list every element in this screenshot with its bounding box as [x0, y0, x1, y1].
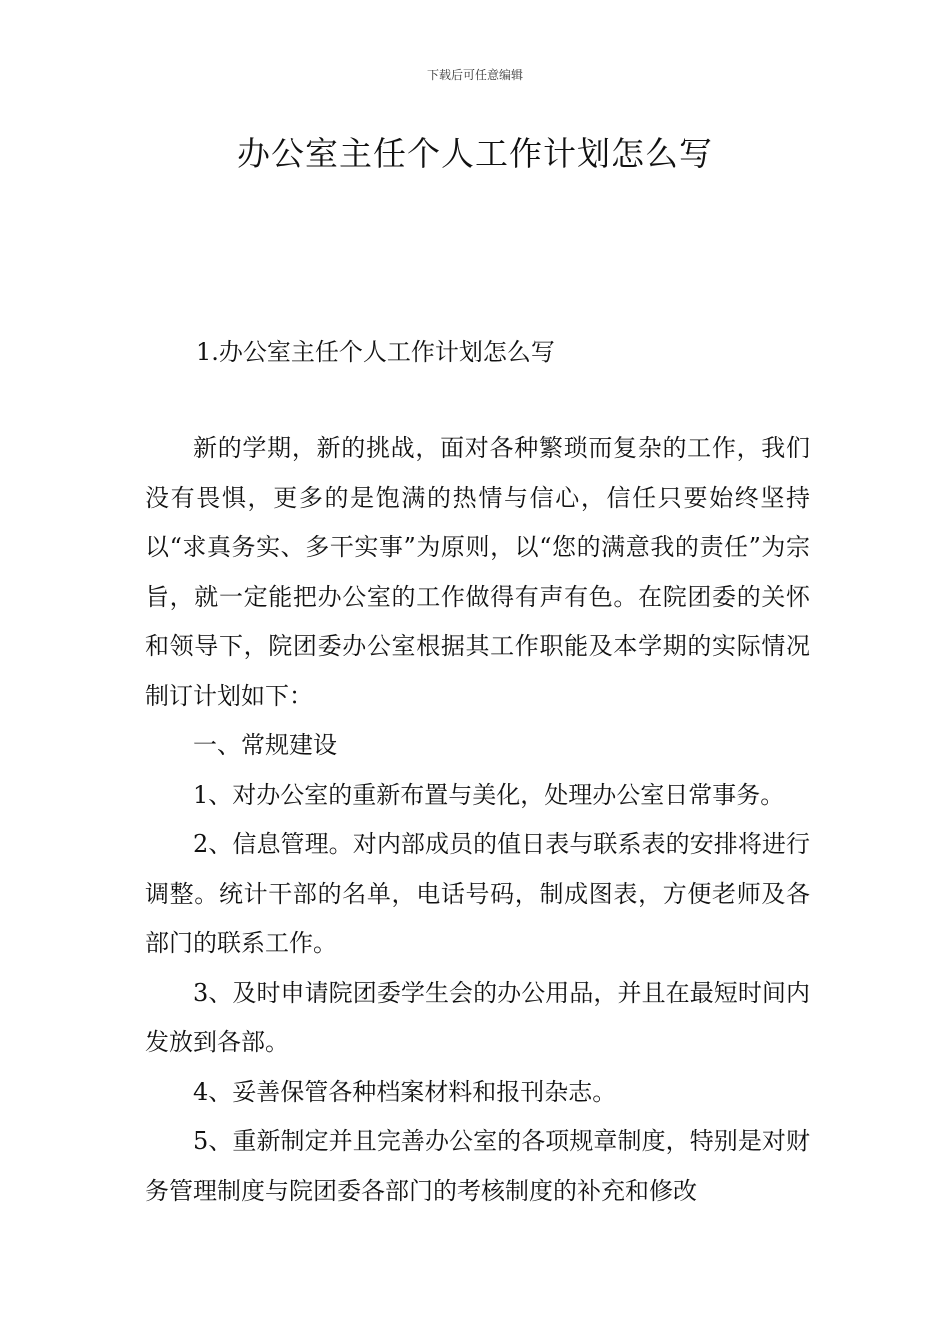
paragraph-routine-heading: 一、常规建设 — [193, 731, 337, 759]
paragraph-intro: 新的学期，新的挑战，面对各种繁琐而复杂的工作，我们没有畏惧，更多的是饱满的热情与信心，信任只要始终坚持以“求真务实、多干实事”为原则，以“您的满意我的责任”为宗旨，就一定能把办公室的工作做得有声有色。在院团委的关怀和领导下，院团委办公室根据其工作职能及本学期的实际情况制订计划如下： — [145, 434, 810, 710]
paragraph-item-1: 1、对办公室的重新布置与美化，处理办公室日常事务。 — [193, 780, 785, 809]
section-heading: 1.办公室主任个人工作计划怎么写 — [196, 338, 555, 366]
paragraph-item-5: 5、重新制定并且完善办公室的各项规章制度，特别是对财务管理制度与院团委各部门的考核制度的补充和修改 — [145, 1127, 810, 1205]
document-title: 办公室主任个人工作计划怎么写 — [237, 134, 713, 173]
paragraph-item-2: 2、信息管理。对内部成员的值日表与联系表的安排将进行调整。统计干部的名单，电话号码，制成图表，方便老师及各部门的联系工作。 — [145, 830, 810, 957]
paragraph-item-3: 3、及时申请院团委学生会的办公用品，并且在最短时间内发放到各部。 — [145, 978, 810, 1056]
paragraph-item-4: 4、妥善保管各种档案材料和报刊杂志。 — [193, 1077, 617, 1106]
header-note: 下载后可任意编辑 — [426, 68, 523, 82]
body-text — [145, 424, 810, 1216]
